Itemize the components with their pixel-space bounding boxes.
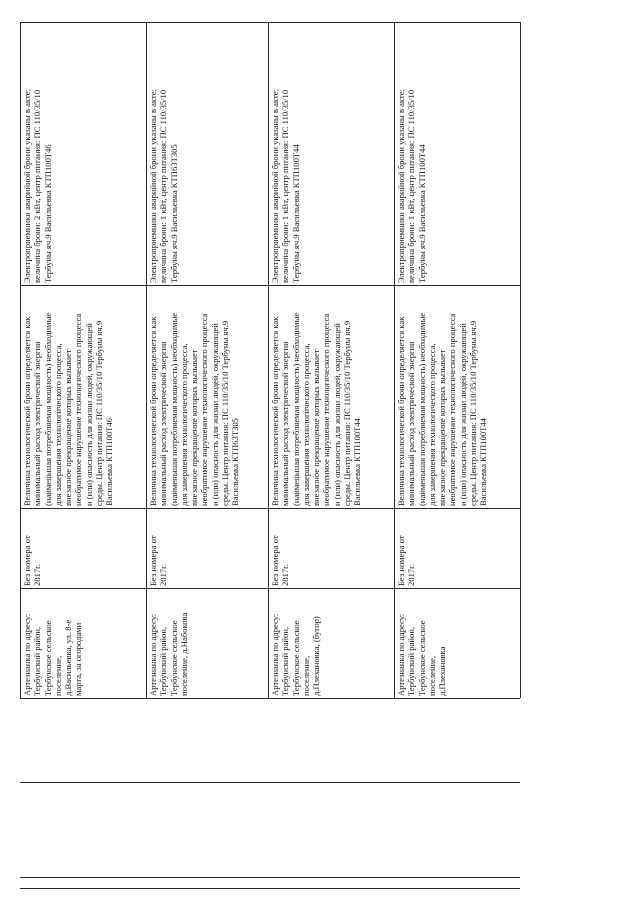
cell-emerg <box>148 24 266 283</box>
cell-tech <box>270 287 392 506</box>
cell-text-line: Тербунский район, <box>158 626 169 696</box>
cell-text-line: марта, за огородами <box>73 622 84 696</box>
cell-text-line: и (или) опасность для жизни людей, окружающей <box>457 323 468 506</box>
cell-text-line: величина брони: 1 кВт, центр питания: ПС 110/35/10 <box>406 89 417 283</box>
cell-doc <box>396 510 518 586</box>
cell-text-line: поселение, <box>52 655 63 696</box>
cell-text-line: и (или) опасность для жизни людей, окружающей <box>83 323 94 506</box>
cell-text-line: внезапное прекращение которых вызывает <box>311 349 322 506</box>
cell-text-line: Величина технологической брони определяется как <box>270 316 280 506</box>
cell-text-line: д.Плехановка, (бугор) <box>311 616 322 696</box>
cell-text-line: Тербуны яч.9 Васильевка КТП100Т44 <box>416 144 427 283</box>
cell-text-line: Артезианка по адресу: <box>148 613 158 696</box>
cell-text-line: среды. Центр питания: ПС 110/35/10 Тербуны яч.9 <box>94 320 105 506</box>
cell-tech <box>396 287 518 506</box>
footer-line-1 <box>20 877 520 878</box>
cell-text-line: поселение, д.Набокова <box>178 612 189 696</box>
cell-text-line: для завершения технологического процесса, <box>300 343 311 506</box>
cell-text-line: Величина технологической брони определяется как <box>396 316 406 506</box>
cell-text-line: Тербунское сельское <box>168 620 179 696</box>
cell-text-line: Артезианка по адресу: <box>396 613 406 696</box>
table-border-h-3 <box>20 285 520 286</box>
cell-text-line: величина брони: 1 кВт, центр питания: ПС 110/35/10 <box>158 89 169 283</box>
cell-address <box>148 590 266 696</box>
table-border-v-3 <box>394 22 395 698</box>
cell-text-line: (наименьшая потребляемая мощность) необходимые <box>416 312 427 506</box>
cell-text-line: Электроприемники аварийной брони указаны в акте: <box>270 89 280 283</box>
cell-text-line: Электроприемники аварийной брони указаны в акте: <box>22 89 32 283</box>
table-border-v-1 <box>146 22 147 698</box>
cell-emerg <box>270 24 392 283</box>
cell-text-line: Тербуны яч.9 Васильевка КТП100Т46 <box>42 144 53 283</box>
cell-doc <box>22 510 144 586</box>
cell-text-line: минимальный расход электрической энергии <box>406 341 417 506</box>
cell-text-line: для завершения технологического процесса, <box>426 343 437 506</box>
cell-text-line: внезапное прекращение которых вызывает <box>63 349 74 506</box>
cell-text-line: 2017г. <box>406 564 417 586</box>
cell-text-line: среды. Центр питания: ПС 110/35/10 Тербуны яч.9 <box>468 320 479 506</box>
footer-line-2 <box>20 888 520 889</box>
cell-text-line: д.Васильевка, ул. 8-е <box>63 619 74 696</box>
cell-text-line: поселение, <box>426 655 437 696</box>
cell-text-line: необратимое нарушение технологического процесса <box>73 313 84 506</box>
table-border-h-0 <box>20 698 520 699</box>
cell-text-line: Тербунское сельское <box>290 620 301 696</box>
cell-text-line: 2017г. <box>32 564 43 586</box>
cell-text-line: среды. Центр питания: ПС 110/35/10 Тербуны яч.9 <box>342 320 353 506</box>
cell-text-line: поселение, <box>300 655 311 696</box>
cell-text-line: Тербунский район, <box>280 626 291 696</box>
cell-doc <box>148 510 266 586</box>
footer-line-0 <box>20 782 520 783</box>
cell-emerg <box>396 24 518 283</box>
cell-text-line: 2017г. <box>158 564 169 586</box>
cell-text-line: Тербунский район, <box>32 626 43 696</box>
cell-text-line: минимальный расход электрической энергии <box>280 341 291 506</box>
cell-text-line: Тербуны яч.9 Васильевка КТП100Т44 <box>290 144 301 283</box>
cell-text-line: необратимое нарушение технологического процесса <box>447 313 458 506</box>
cell-text-line: (наименьшая потребляемая мощность) необходимые <box>168 312 179 506</box>
cell-text-line: Величина технологической брони определяется как <box>22 316 32 506</box>
cell-text-line: Тербуны яч.9 Васильевка КТП63Т305 <box>168 144 179 283</box>
cell-text-line: Артезианка по адресу: <box>270 613 280 696</box>
cell-text-line: минимальный расход электрической энергии <box>158 341 169 506</box>
cell-text-line: для завершения технологического процесса, <box>52 343 63 506</box>
cell-text-line: Васильевка КТП100Т44 <box>352 418 363 506</box>
cell-text-line: Тербунское сельское <box>416 620 427 696</box>
cell-address <box>396 590 518 696</box>
table-border-h-4 <box>20 22 520 23</box>
table-border-h-2 <box>20 508 520 509</box>
cell-text-line: Тербунский район, <box>406 626 417 696</box>
cell-text-line: величина брони: 2 кВт, центр питания: ПС 110/35/10 <box>32 89 43 283</box>
cell-text-line: необратимое нарушение технологического процесса <box>199 313 210 506</box>
cell-emerg <box>22 24 144 283</box>
cell-text-line: Васильевка КТП100Т44 <box>478 418 489 506</box>
cell-text-line: д.Плехановка <box>437 646 448 696</box>
cell-text-line: для завершения технологического процесса, <box>178 343 189 506</box>
cell-text-line: и (или) опасность для жизни людей, окружающей <box>209 323 220 506</box>
cell-text-line: Электроприемники аварийной брони указаны в акте: <box>396 89 406 283</box>
cell-text-line: Без номера от <box>148 535 158 586</box>
cell-text-line: Без номера от <box>396 535 406 586</box>
cell-tech <box>148 287 266 506</box>
cell-text-line: 2017г. <box>280 564 291 586</box>
cell-doc <box>270 510 392 586</box>
cell-address <box>22 590 144 696</box>
cell-text-line: внезапное прекращение которых вызывает <box>189 349 200 506</box>
table-border-v-4 <box>520 22 521 698</box>
cell-text-line: среды. Центр питания: ПС 110/35/10 Тербуны яч.9 <box>220 320 231 506</box>
cell-text-line: Величина технологической брони определяется как <box>148 316 158 506</box>
cell-text-line: Артезианка по адресу: <box>22 613 32 696</box>
cell-text-line: величина брони: 1 кВт, центр питания: ПС 110/35/10 <box>280 89 291 283</box>
table-border-v-2 <box>268 22 269 698</box>
cell-text-line: Без номера от <box>22 535 32 586</box>
cell-text-line: внезапное прекращение которых вызывает <box>437 349 448 506</box>
cell-tech <box>22 287 144 506</box>
table-border-v-0 <box>20 22 21 698</box>
table-border-h-1 <box>20 588 520 589</box>
cell-text-line: Тербунское сельское <box>42 620 53 696</box>
cell-text-line: Васильевка КТП63Т305 <box>230 418 241 506</box>
cell-text-line: (наименьшая потребляемая мощность) необходимые <box>42 312 53 506</box>
cell-text-line: и (или) опасность для жизни людей, окружающей <box>331 323 342 506</box>
cell-text-line: минимальный расход электрической энергии <box>32 341 43 506</box>
cell-text-line: (наименьшая потребляемая мощность) необходимые <box>290 312 301 506</box>
cell-text-line: Васильевка КТП100Т46 <box>104 418 115 506</box>
cell-text-line: Без номера от <box>270 535 280 586</box>
cell-text-line: необратимое нарушение технологического процесса <box>321 313 332 506</box>
cell-text-line: Электроприемники аварийной брони указаны в акте: <box>148 89 158 283</box>
cell-address <box>270 590 392 696</box>
